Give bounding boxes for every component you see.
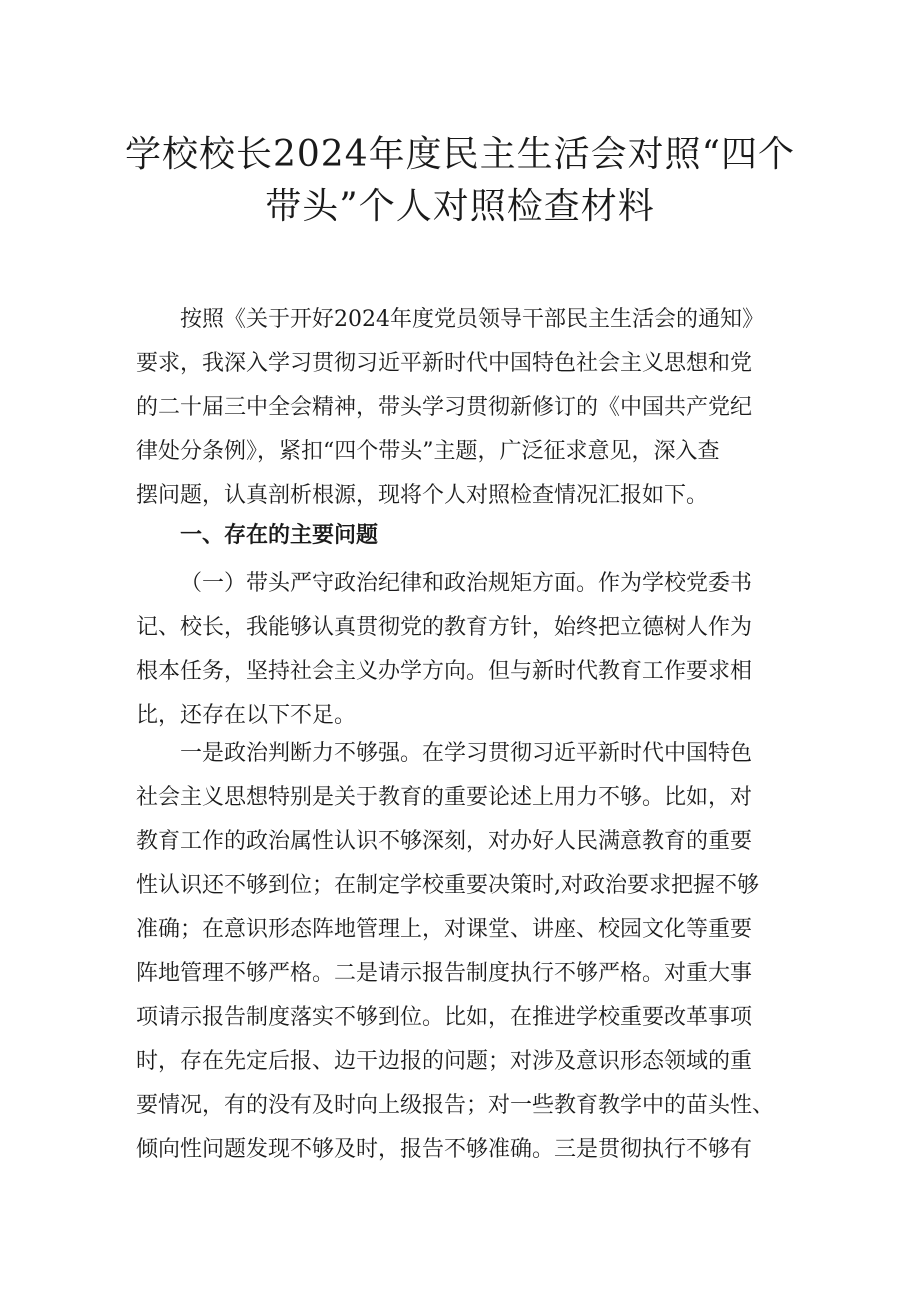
paragraph-line: 比，还存在以下不足。 <box>136 703 357 728</box>
intro-line: 要求，我深入学习贯彻习近平新时代中国特色社会主义思想和党 <box>136 351 753 376</box>
paragraph-line: （一）带头严守政治纪律和政治规矩方面。作为学校党委书 <box>180 571 753 596</box>
paragraph-political-discipline <box>136 562 796 738</box>
document-title-line-2: 带头”个人对照检查材料 <box>265 186 655 227</box>
document-title-line-1: 学校校长2024年度民主生活会对照“四个 <box>124 134 796 175</box>
paragraph-line: 根本任务，坚持社会主义办学方向。但与新时代教育工作要求相 <box>136 659 753 684</box>
paragraph-line: 时，存在先定后报、边干边报的问题；对涉及意识形态领域的重 <box>136 1049 753 1074</box>
intro-line: 律处分条例》，紧扣“四个带头”主题，广泛征求意见，深入查 <box>136 439 720 464</box>
section-heading-main-problems: 一、存在的主要问题 <box>180 523 379 548</box>
paragraph-political-judgment <box>136 732 796 1172</box>
paragraph-line: 准确；在意识形态阵地管理上，对课堂、讲座、校园文化等重要 <box>136 917 753 942</box>
paragraph-line: 阵地管理不够严格。二是请示报告制度执行不够严格。对重大事 <box>136 961 753 986</box>
intro-line: 按照《关于开好2024年度党员领导干部民主生活会的通知》 <box>180 307 764 332</box>
paragraph-line: 记、校长，我能够认真贯彻党的教育方针，始终把立德树人作为 <box>136 615 753 640</box>
paragraph-line: 性认识还不够到位；在制定学校重要决策时,对政治要求把握不够 <box>136 873 759 898</box>
paragraph-line: 社会主义思想特别是关于教育的重要论述上用力不够。比如，对 <box>136 785 753 810</box>
intro-line: 的二十届三中全会精神，带头学习贯彻新修订的《中国共产党纪 <box>136 395 753 420</box>
paragraph-line: 倾向性问题发现不够及时，报告不够准确。三是贯彻执行不够有 <box>136 1137 753 1162</box>
intro-line: 摆问题，认真剖析根源，现将个人对照检查情况汇报如下。 <box>136 483 709 508</box>
paragraph-line: 项请示报告制度落实不够到位。比如，在推进学校重要改革事项 <box>136 1005 753 1030</box>
paragraph-line: 一是政治判断力不够强。在学习贯彻习近平新时代中国特色 <box>180 741 753 766</box>
intro-paragraph <box>136 298 796 518</box>
paragraph-line: 要情况，有的没有及时向上级报告；对一些教育教学中的苗头性、 <box>136 1093 775 1118</box>
paragraph-line: 教育工作的政治属性认识不够深刻，对办好人民满意教育的重要 <box>136 829 753 854</box>
